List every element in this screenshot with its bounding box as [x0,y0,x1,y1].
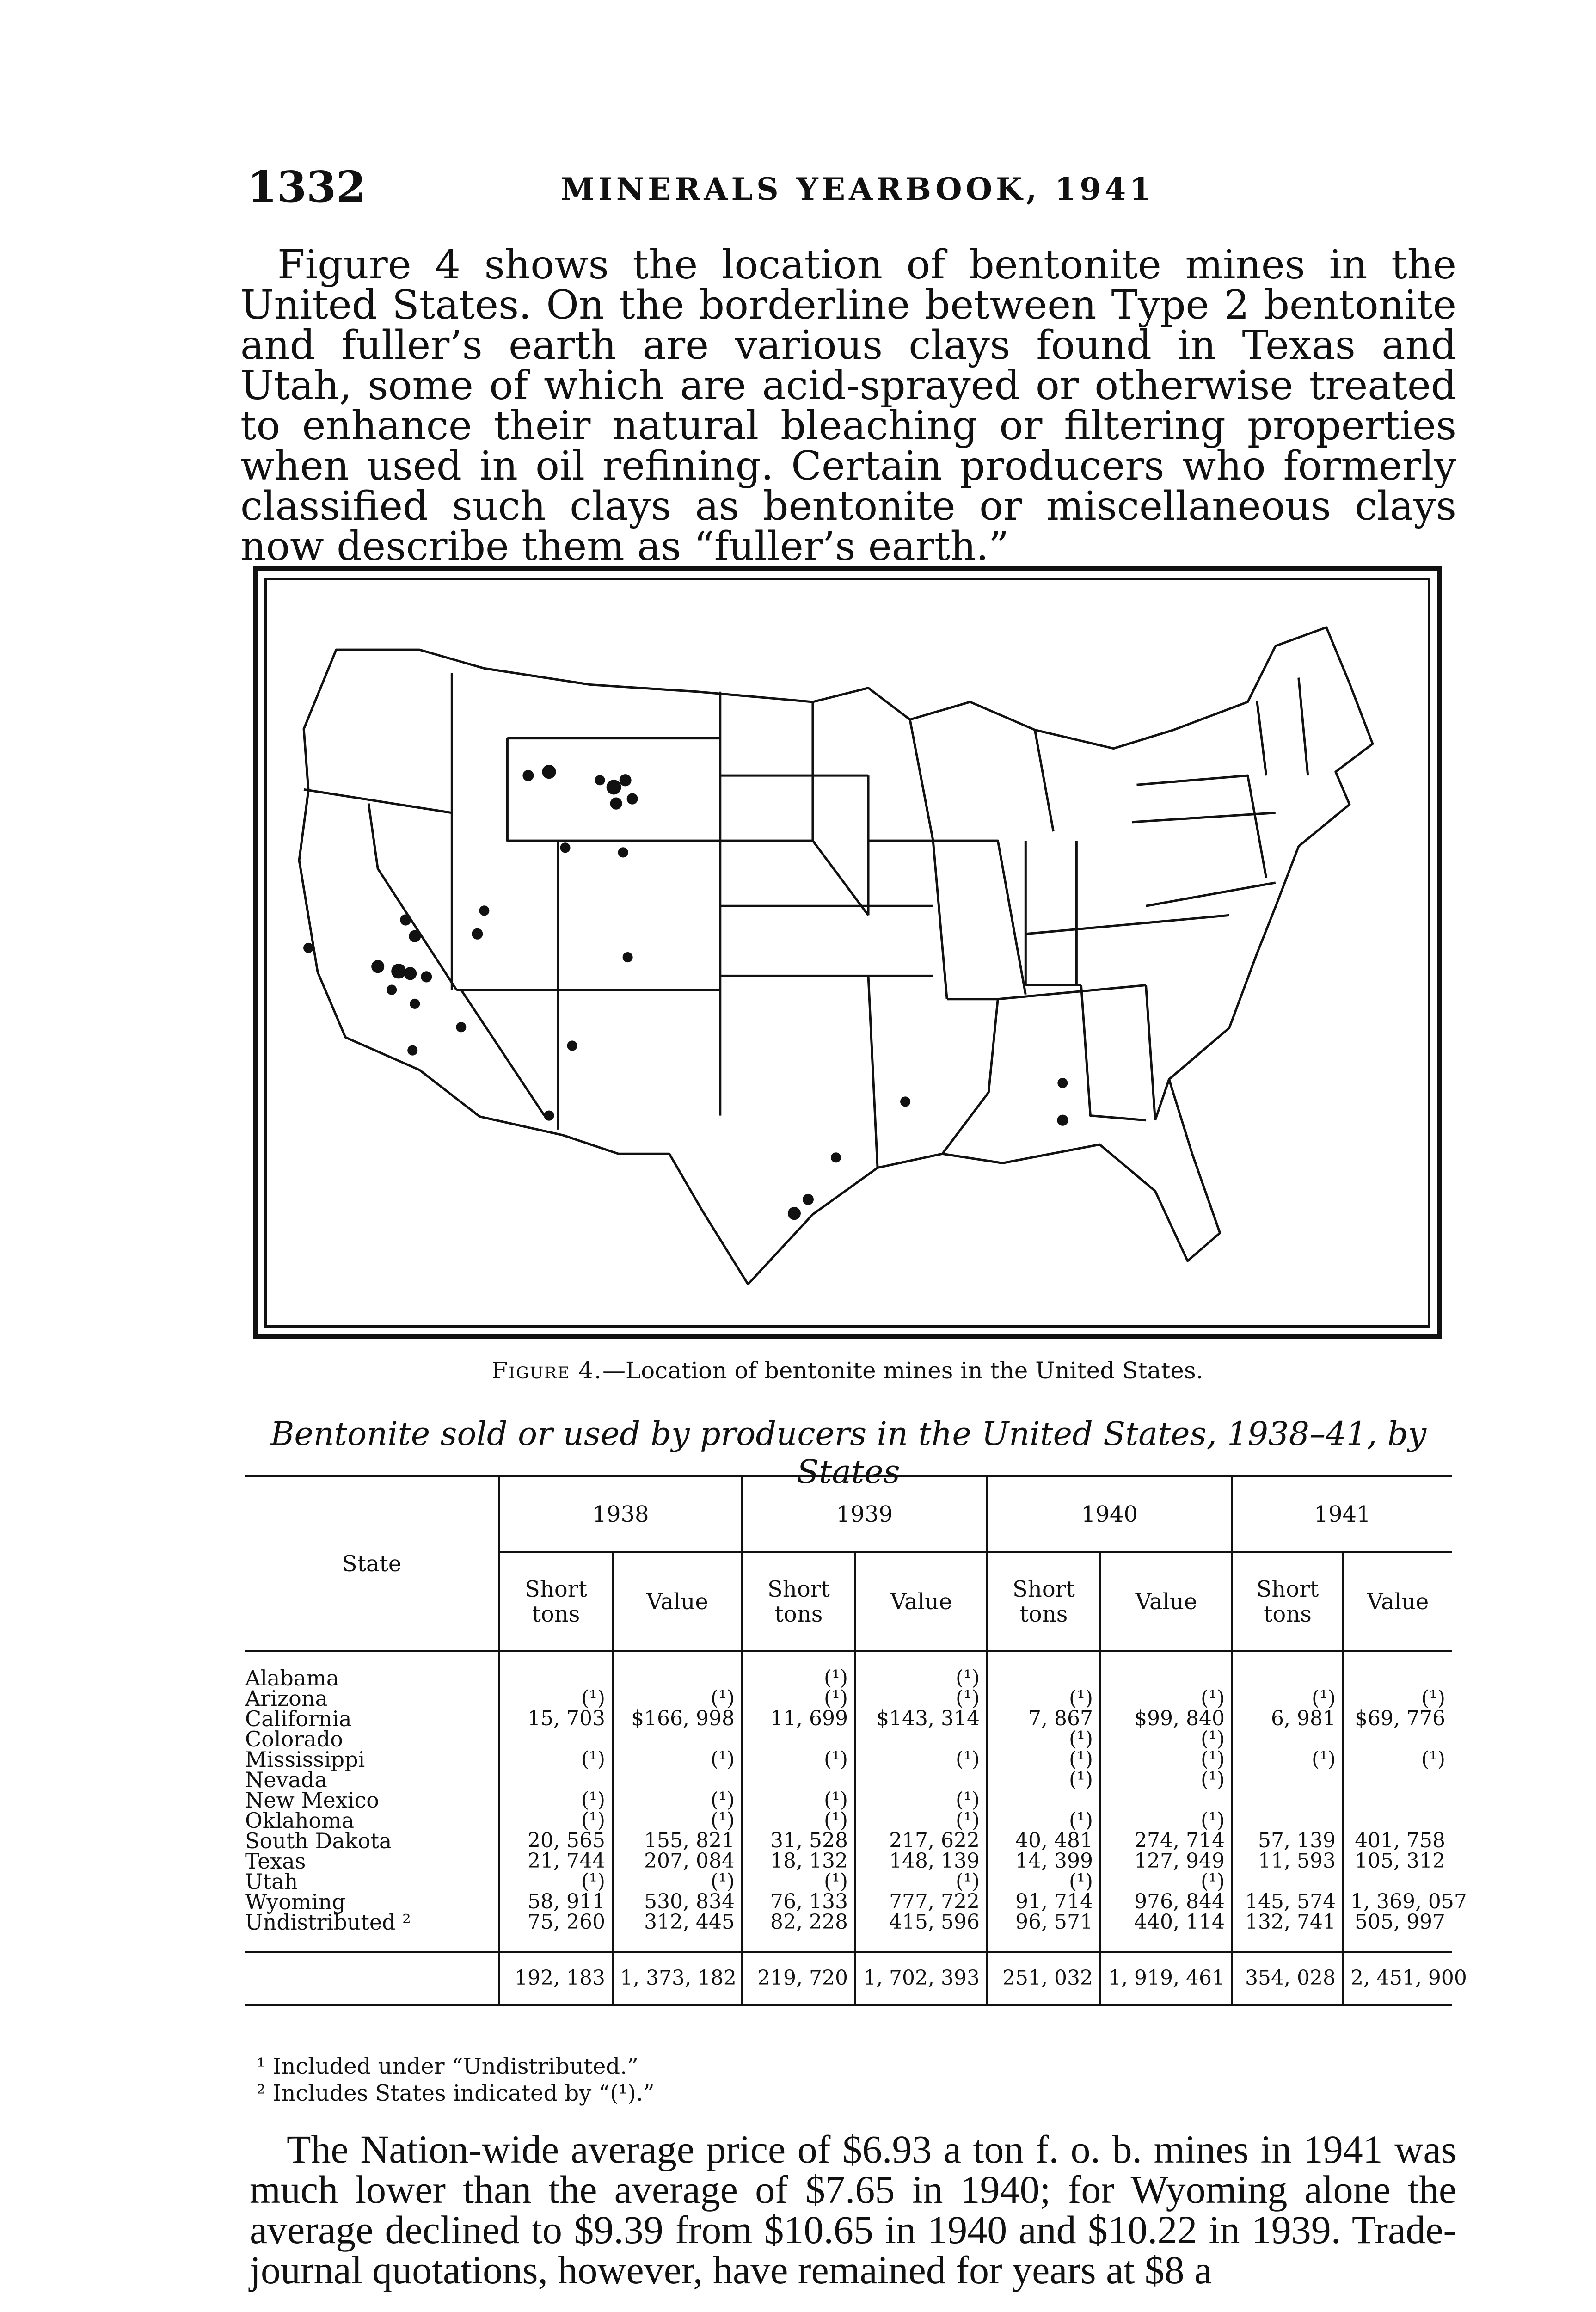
short-tons-cell: (¹) [1232,1688,1343,1709]
short-tons-cell: (¹) [499,1749,613,1770]
value-cell: (¹) [1100,1770,1232,1790]
short-tons-cell [499,1770,613,1790]
table-row [245,1892,1452,1912]
short-tons-cell: (¹) [742,1810,855,1831]
total-cell: 1, 373, 182 [613,1952,742,2005]
short-tons-cell: (¹) [1232,1749,1343,1770]
page-number: 1332 [247,162,366,212]
value-cell: $143, 314 [855,1709,987,1729]
state-name: Colorado [245,1727,343,1752]
value-cell: (¹) [613,1871,742,1892]
table-title: Bentonite sold or used by producers in the United States, 1938–41, by States [270,1415,1427,1491]
map-figure [253,566,1442,1339]
value-cell: 440, 114 [1100,1912,1232,1952]
short-tons-cell [987,1790,1100,1810]
short-tons-cell: 11, 593 [1232,1851,1343,1871]
value-cell: $166, 998 [613,1709,742,1729]
short-tons-cell [1232,1810,1343,1831]
total-cell: 192, 183 [499,1952,613,2005]
short-tons-cell: (¹) [987,1749,1100,1770]
short-tons-cell: 18, 132 [742,1851,855,1871]
short-tons-cell: 96, 571 [987,1912,1100,1952]
short-tons-cell: 57, 139 [1232,1831,1343,1851]
figure-label: Figure 4. [491,1357,602,1384]
short-tons-cell: (¹) [499,1688,613,1709]
short-tons-cell: (¹) [742,1871,855,1892]
short-tons-cell [1232,1790,1343,1810]
value-cell: 207, 084 [613,1851,742,1871]
state-header: State [245,1476,499,1652]
short-tons-cell: (¹) [987,1810,1100,1831]
state-name: Oklahoma [245,1808,355,1833]
state-name: New Mexico [245,1788,379,1813]
year-header: 1941 [1232,1476,1452,1553]
short-tons-header: Short tons [742,1552,855,1651]
state-name: Nevada [245,1767,327,1792]
value-header: Value [855,1552,987,1651]
value-cell: 274, 714 [1100,1831,1232,1851]
footnote: ¹ Included under “Undistributed.” [257,2054,638,2079]
table-row [245,1770,1452,1790]
total-cell: 251, 032 [987,1952,1100,2005]
short-tons-cell [742,1770,855,1790]
table-row [245,1871,1452,1892]
short-tons-cell [499,1651,613,1688]
short-tons-cell [1232,1651,1343,1688]
short-tons-cell: (¹) [742,1688,855,1709]
figure-caption-text: —Location of bentonite mines in the United States. [602,1357,1203,1384]
table-row [245,1688,1452,1709]
total-cell: 354, 028 [1232,1952,1343,2005]
value-cell: (¹) [855,1810,987,1831]
table-row [245,1729,1452,1749]
figure-caption [253,1357,1442,1384]
value-cell [1343,1729,1452,1749]
value-cell: $99, 840 [1100,1709,1232,1729]
short-tons-header: Short tons [1232,1552,1343,1651]
value-cell: (¹) [1343,1688,1452,1709]
short-tons-cell: 58, 911 [499,1892,613,1912]
table-row [245,1790,1452,1810]
table-row [245,1810,1452,1831]
short-tons-cell: 145, 574 [1232,1892,1343,1912]
value-cell [1100,1651,1232,1688]
table-row [245,1749,1452,1770]
intro-paragraph: Figure 4 shows the location of bentonite mines in the United States. On the borderline between Type 2 bentonite and fuller’s earth are various clays found in Texas and Utah, some of which are acid-sprayed or otherwise treated to enhance their natural bleaching or filtering properties when used in oil refining. Certain producers who formerly classified such clays as bentonite or miscellaneous clays now describe them as “fuller’s earth.” [240,242,1456,570]
value-header: Value [613,1552,742,1651]
short-tons-cell [1232,1729,1343,1749]
bentonite-table [245,1475,1467,2006]
short-tons-cell: 11, 699 [742,1709,855,1729]
value-cell: 505, 997 [1343,1912,1452,1952]
value-cell [855,1729,987,1749]
value-cell: 312, 445 [613,1912,742,1952]
short-tons-cell: 20, 565 [499,1831,613,1851]
value-header: Value [1343,1552,1452,1651]
short-tons-cell: 6, 981 [1232,1709,1343,1729]
value-cell: 148, 139 [855,1851,987,1871]
value-cell [1343,1770,1452,1790]
value-cell: 530, 834 [613,1892,742,1912]
total-cell: 219, 720 [742,1952,855,2005]
value-cell [613,1651,742,1688]
value-cell: 415, 596 [855,1912,987,1952]
value-cell [855,1770,987,1790]
value-cell: (¹) [1343,1749,1452,1770]
short-tons-cell: 76, 133 [742,1892,855,1912]
value-cell: (¹) [1100,1688,1232,1709]
value-cell: (¹) [855,1871,987,1892]
short-tons-cell: (¹) [742,1749,855,1770]
value-header: Value [1100,1552,1232,1651]
value-cell: (¹) [1100,1810,1232,1831]
short-tons-cell: 14, 399 [987,1851,1100,1871]
value-cell: 127, 949 [1100,1851,1232,1871]
table-row [245,1851,1452,1871]
table-row [245,1651,1452,1688]
us-map-icon [267,580,1428,1325]
total-cell: 2, 451, 900 [1343,1952,1452,2005]
state-name: Wyoming [245,1889,346,1914]
value-cell: 777, 722 [855,1892,987,1912]
value-cell [1100,1790,1232,1810]
value-cell [1343,1651,1452,1688]
short-tons-cell [1232,1871,1343,1892]
value-cell: (¹) [855,1651,987,1688]
table-row [245,1831,1452,1851]
state-name: South Dakota [245,1828,392,1853]
value-cell: (¹) [613,1749,742,1770]
value-cell [1343,1790,1452,1810]
short-tons-cell: (¹) [987,1729,1100,1749]
short-tons-cell: (¹) [987,1871,1100,1892]
short-tons-cell: 7, 867 [987,1709,1100,1729]
year-header: 1939 [742,1476,987,1553]
value-cell [613,1770,742,1790]
short-tons-header: Short tons [987,1552,1100,1651]
short-tons-cell: 82, 228 [742,1912,855,1952]
total-cell: 1, 702, 393 [855,1952,987,2005]
value-cell: (¹) [1100,1871,1232,1892]
value-cell [613,1729,742,1749]
short-tons-cell: 91, 714 [987,1892,1100,1912]
closing-paragraph: The Nation-wide average price of $6.93 a ton f. o. b. mines in 1941 was much lower than the average of $7.65 in 1940; for Wyoming alone the average declined to $9.39 from $10.65 in 1940 and $10.22 in 1939. Trade-journal quotations, however, have remained for years at $8 a [250,2127,1456,2292]
short-tons-header: Short tons [499,1552,613,1651]
page-header [247,162,1468,217]
short-tons-cell: (¹) [499,1790,613,1810]
table-row [245,1912,1452,1952]
state-name: Texas [245,1849,306,1874]
state-name: Arizona [245,1686,328,1711]
short-tons-cell: (¹) [742,1651,855,1688]
year-header: 1938 [499,1476,742,1553]
state-name: Utah [245,1869,298,1894]
table-row [245,1709,1452,1729]
short-tons-cell: 31, 528 [742,1831,855,1851]
value-cell: (¹) [855,1790,987,1810]
footnote: ² Includes States indicated by “(¹).” [257,2080,655,2106]
total-cell: 1, 919, 461 [1100,1952,1232,2005]
state-name: Alabama [245,1666,339,1691]
state-name: Mississippi [245,1747,365,1772]
short-tons-cell: (¹) [987,1688,1100,1709]
value-cell: 217, 622 [855,1831,987,1851]
short-tons-cell: 75, 260 [499,1912,613,1952]
value-cell: 401, 758 [1343,1831,1452,1851]
footnotes [257,2053,655,2107]
value-cell [1343,1810,1452,1831]
year-header: 1940 [987,1476,1232,1553]
short-tons-cell: 15, 703 [499,1709,613,1729]
short-tons-cell: 40, 481 [987,1831,1100,1851]
value-cell: (¹) [613,1810,742,1831]
value-cell: (¹) [855,1749,987,1770]
value-cell: (¹) [1100,1729,1232,1749]
short-tons-cell: (¹) [499,1871,613,1892]
value-cell: 155, 821 [613,1831,742,1851]
short-tons-cell [742,1729,855,1749]
state-name: Undistributed ² [245,1910,411,1935]
value-cell: (¹) [613,1688,742,1709]
value-cell: (¹) [1100,1749,1232,1770]
short-tons-cell [499,1729,613,1749]
value-cell [1343,1871,1452,1892]
value-cell: $69, 776 [1343,1709,1452,1729]
value-cell: 976, 844 [1100,1892,1232,1912]
running-title: MINERALS YEARBOOK, 1941 [560,171,1155,207]
value-cell: 1, 369, 057 [1343,1892,1452,1912]
value-cell: (¹) [855,1688,987,1709]
short-tons-cell: 132, 741 [1232,1912,1343,1952]
short-tons-cell [987,1651,1100,1688]
value-cell: (¹) [613,1790,742,1810]
state-name: California [245,1706,352,1731]
short-tons-cell [1232,1770,1343,1790]
short-tons-cell: (¹) [742,1790,855,1810]
totals-row [245,1952,1452,2005]
short-tons-cell: (¹) [987,1770,1100,1790]
short-tons-cell: 21, 744 [499,1851,613,1871]
value-cell: 105, 312 [1343,1851,1452,1871]
short-tons-cell: (¹) [499,1810,613,1831]
